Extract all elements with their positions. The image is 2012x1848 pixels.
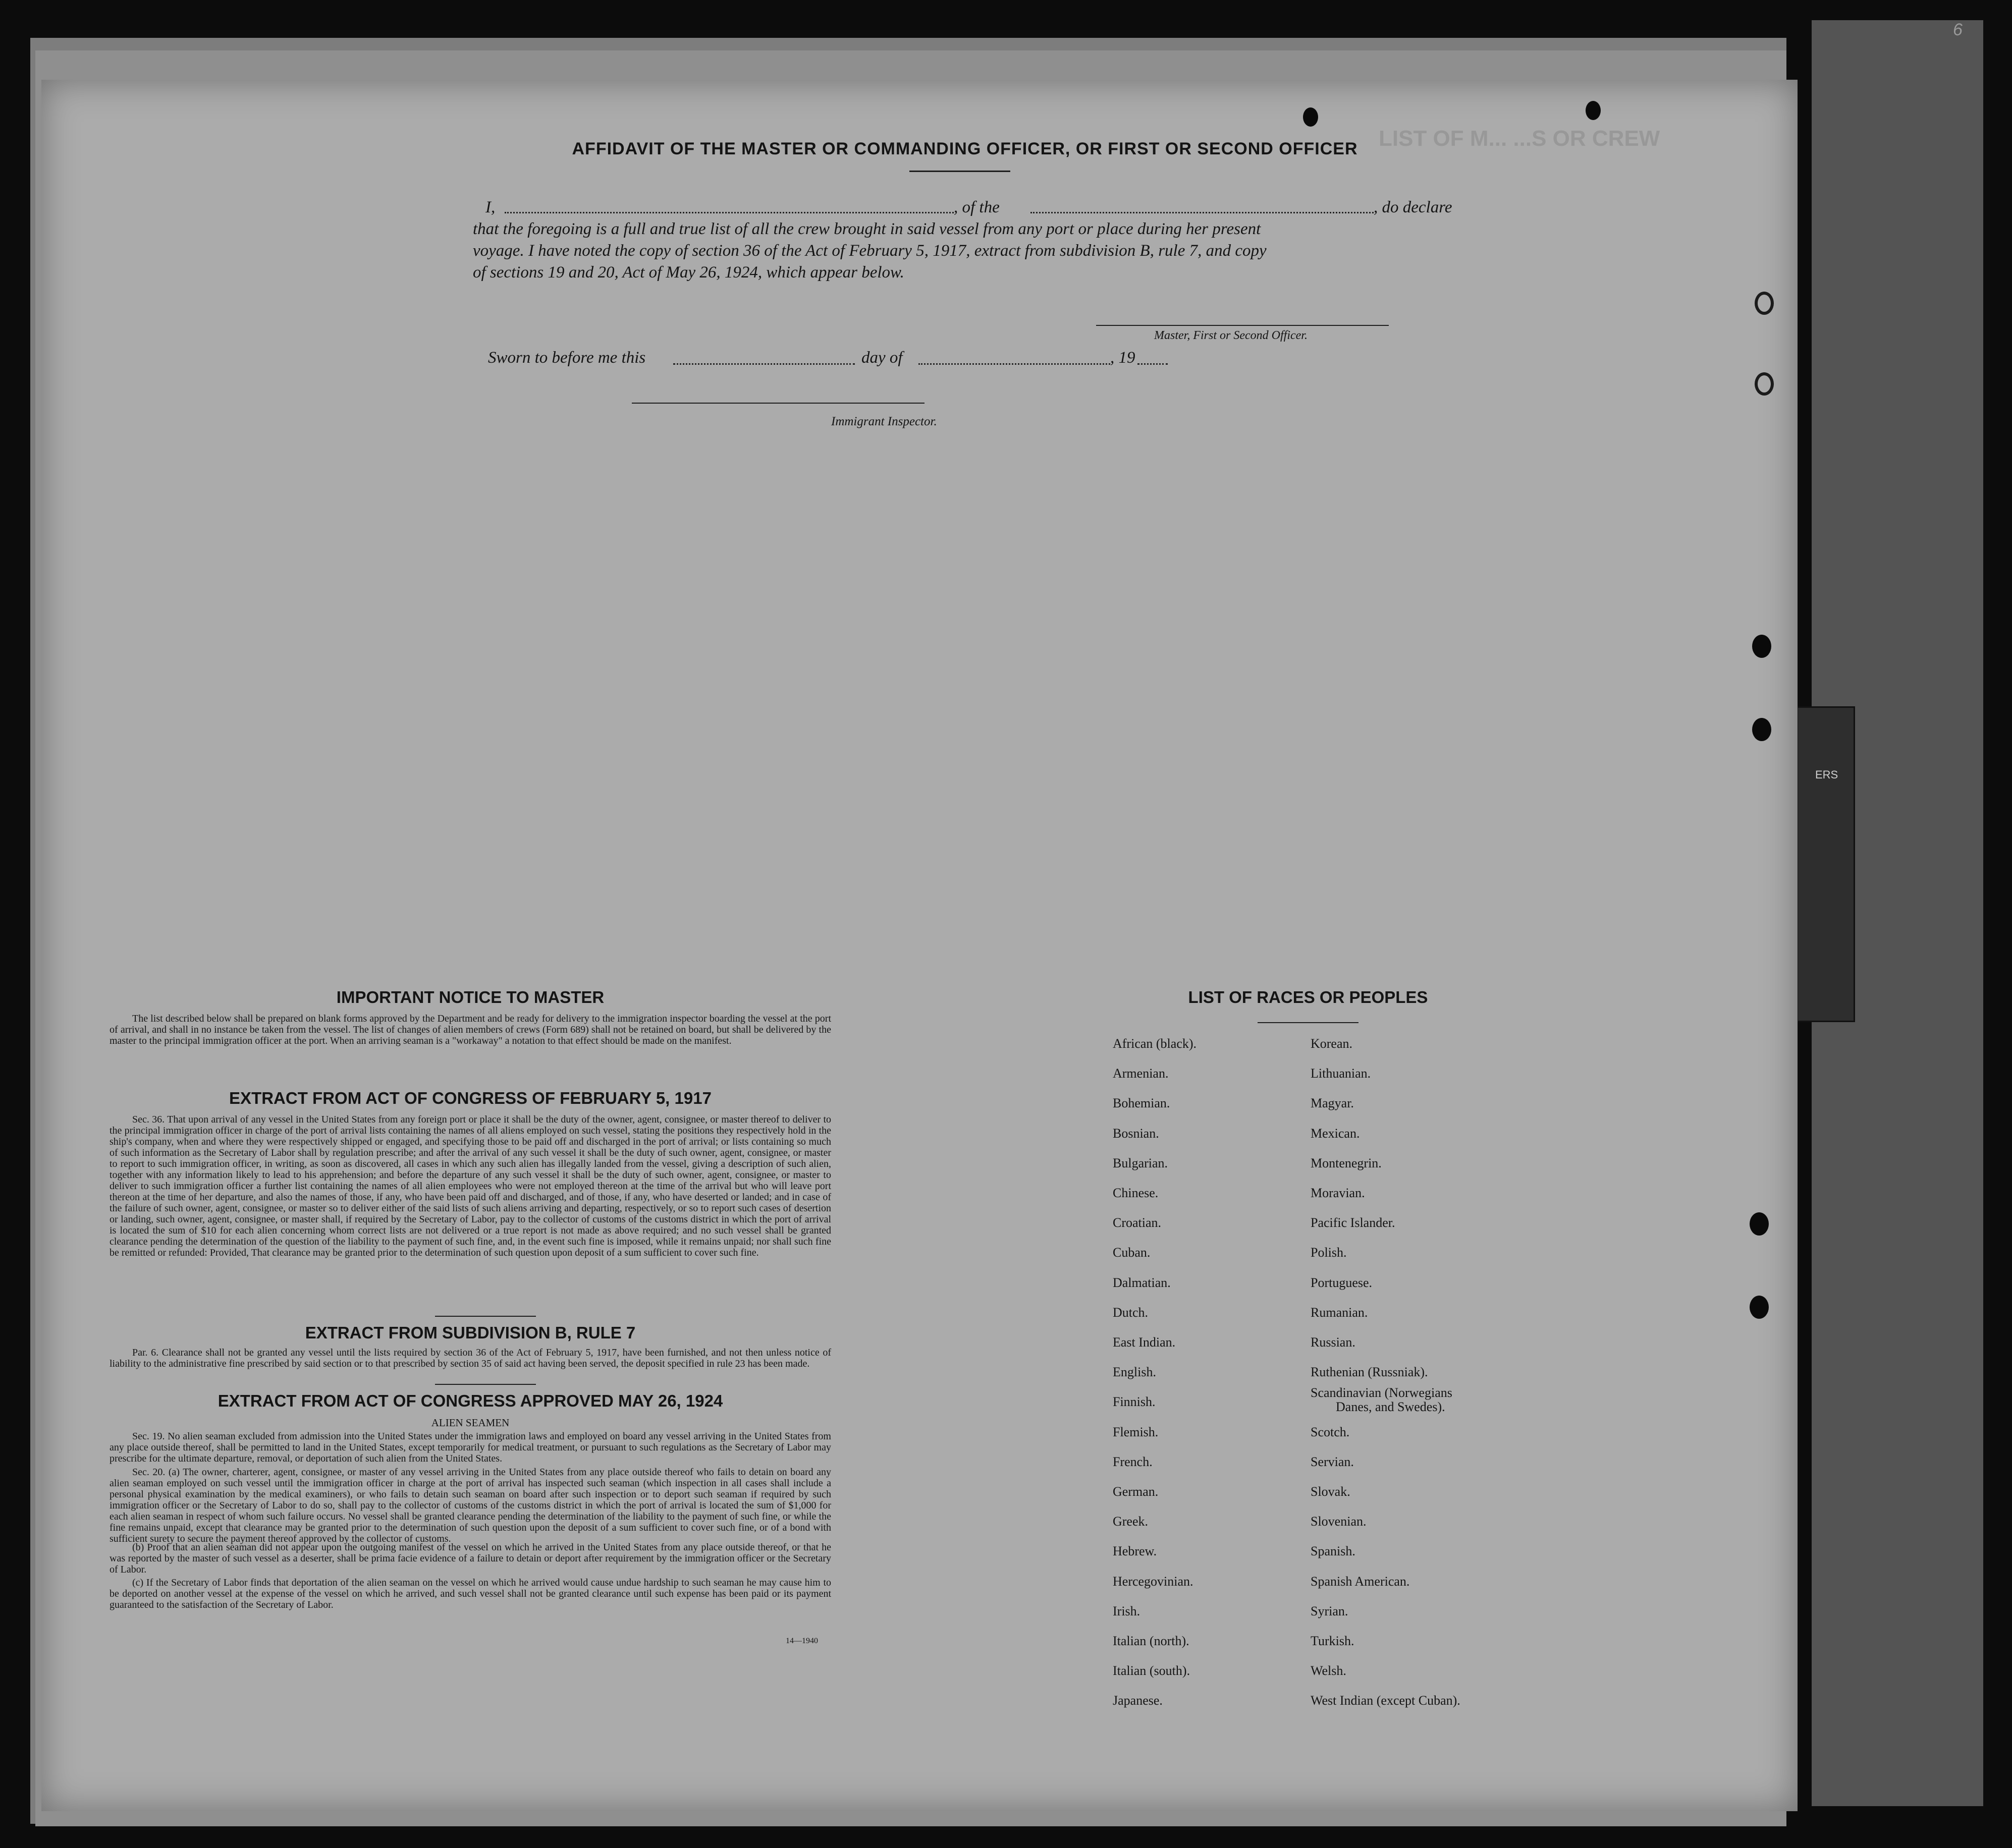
inspector-caption: Immigrant Inspector. <box>831 415 937 428</box>
race-item: Spanish. <box>1311 1544 1355 1559</box>
race-item: Spanish American. <box>1311 1574 1410 1589</box>
race-item: Korean. <box>1311 1036 1353 1051</box>
divider <box>1258 1022 1358 1023</box>
master-caption: Master, First or Second Officer. <box>1154 329 1308 342</box>
punch-hole <box>1303 107 1318 127</box>
divider <box>435 1316 536 1317</box>
race-item: Dutch. <box>1113 1305 1149 1320</box>
race-item: Greek. <box>1113 1514 1149 1529</box>
race-item: Slovenian. <box>1311 1514 1367 1529</box>
vessel-name-blank[interactable] <box>1030 212 1374 213</box>
inspector-signature-line[interactable] <box>632 403 925 404</box>
race-item: French. <box>1113 1454 1153 1469</box>
race-item: German. <box>1113 1484 1159 1499</box>
page-number: 6 <box>1953 20 1963 39</box>
notice-text: The list described below shall be prepared on blank forms approved by the Department and be ready for delivery to the immigration inspector boarding the vessel at the port of arrival, and shall in no instance be taken from the vessel. The list of changes of alien members of crews (Form 689) shall not be retained on board, but shall be delivered by the master to the principal immigration officer at the port. When an arriving seaman is a "workaway" a notation to that effect should be made on the manifest. <box>110 1013 831 1046</box>
affidavit-of-the: , of the <box>954 198 1000 216</box>
race-item: West Indian (except Cuban). <box>1311 1693 1460 1708</box>
race-item: Bosnian. <box>1113 1126 1159 1141</box>
race-item: Hercegovinian. <box>1113 1574 1193 1589</box>
sworn-year-blank[interactable] <box>1137 363 1168 365</box>
sworn-month-blank[interactable] <box>918 363 1110 365</box>
race-item: Servian. <box>1311 1454 1354 1469</box>
race-item: Russian. <box>1311 1335 1355 1350</box>
alien-seamen-heading: ALIEN SEAMEN <box>431 1417 510 1429</box>
master-name-blank[interactable] <box>505 212 954 213</box>
race-item: Dalmatian. <box>1113 1275 1171 1290</box>
race-item: English. <box>1113 1365 1156 1380</box>
race-item: Bohemian. <box>1113 1096 1170 1111</box>
affidavit-title: AFFIDAVIT OF THE MASTER OR COMMANDING OFFICER, OR FIRST OR SECOND OFFICER <box>572 139 1358 158</box>
sec20b-text: (b) Proof that an alien seaman did not appear upon the outgoing manifest of the vessel on which he arrived in the United States from any place outside thereof, or that he was reported by the master of such vessel as a deserter, shall be prima facie evidence of a failure to detain or deport after requirement by the immigration officer or the Secretary of Labor. <box>110 1542 831 1575</box>
affidavit-line-2: that the foregoing is a full and true list of all the crew brought in said vessel from any port or place during her present <box>473 220 1261 238</box>
race-item: Pacific Islander. <box>1311 1215 1395 1230</box>
race-item: Syrian. <box>1311 1603 1348 1618</box>
sworn-day-blank[interactable] <box>673 363 855 365</box>
race-item: Italian (north). <box>1113 1634 1189 1648</box>
race-item: Turkish. <box>1311 1634 1354 1648</box>
race-item: Armenian. <box>1113 1066 1169 1081</box>
race-item: Bulgarian. <box>1113 1155 1168 1170</box>
race-item: Ruthenian (Russniak). <box>1311 1365 1428 1380</box>
sworn-year-prefix: , 19 <box>1110 349 1135 367</box>
divider <box>909 171 1010 172</box>
race-item: Magyar. <box>1311 1096 1354 1111</box>
affidavit-line-3: voyage. I have noted the copy of section 36 of the Act of February 5, 1917, extract from subdivision B, rule 7, and copy <box>473 242 1267 260</box>
print-code: 14—1940 <box>786 1637 818 1645</box>
race-item: Montenegrin. <box>1311 1155 1382 1170</box>
affidavit-i: I, <box>485 198 496 216</box>
race-item: Moravian. <box>1311 1186 1365 1200</box>
race-item: East Indian. <box>1113 1335 1176 1350</box>
punch-hole <box>1586 101 1601 120</box>
affidavit-line-4: of sections 19 and 20, Act of May 26, 1924, which appear below. <box>473 263 904 282</box>
divider <box>435 1384 536 1385</box>
bleed-through-text: LIST OF M... ...S OR CREW <box>1379 126 1660 151</box>
race-item: Polish. <box>1311 1245 1347 1260</box>
race-item: Slovak. <box>1311 1484 1350 1499</box>
side-tab-label: ERS <box>1815 768 1838 781</box>
race-item: Welsh. <box>1311 1663 1346 1678</box>
race-item: African (black). <box>1113 1036 1197 1051</box>
punch-hole <box>1752 635 1771 658</box>
sworn-text: Sworn to before me this <box>488 349 646 367</box>
race-item: Danes, and Swedes). <box>1336 1399 1445 1415</box>
punch-hole <box>1755 292 1774 315</box>
sec20c-text: (c) If the Secretary of Labor finds that deportation of the alien seaman on the vessel on which he arrived would cause undue hardship to such seaman he may cause him to be deported on another vessel at the expense of the vessel on which he arrived, and such vessel shall not be granted clearance until such expense has been paid or its payment guaranteed to the satisfaction of the Secretary of Labor. <box>110 1577 831 1610</box>
notice-title: IMPORTANT NOTICE TO MASTER <box>336 988 605 1006</box>
sec20a-text: Sec. 20. (a) The owner, charterer, agent, consignee, or master of any vessel arriving in the United States from any place outside thereof who fails to detain on board any alien seaman employed on such vessel until the immigration officer in charge at the port of arrival has inspected such seaman (which inspection in all cases shall include a personal physical examination by the medical examiners), or who fails to detain such seaman on board after such inspection or to deport such seaman if required by such immigration officer or the Secretary of Labor to do so, shall pay to the collector of customs of the customs district in which the port of arrival is located the sum of $1,000 for each alien seaman in respect of whom such failure occurs. No vessel shall be granted clearance pending the determination of the liability to the payment of such fine, or while the fine remains unpaid, except that clearance may be granted prior to the determination of such question upon the deposit of a sum sufficient to cover such fine, or of a bond with sufficient surety to secure the payment thereof approved by the collector of customs. <box>110 1467 831 1544</box>
punch-hole <box>1750 1212 1769 1236</box>
extract-1917-text: Sec. 36. That upon arrival of any vessel in the United States from any foreign port or place it shall be the duty of the owner, agent, consignee, or master thereof to deliver to the principal immigration officer in charge of the port of arrival lists containing the names of all aliens employed on such vessel, stating the positions they respectively hold in the ship's company, when and where they were respectively shipped or engaged, and specifying those to be paid off and discharged in the port of arrival; or lists containing so much of such information as the Secretary of Labor shall by regulation prescribe; and after the arrival of any such vessel it shall be the duty of such owner, agent, consignee, or master to report to such immigration officer, in writing, as soon as discovered, all cases in which any such alien has illegally landed from the vessel, giving a description of such alien, together with any information likely to lead to his apprehension; and before the departure of any such vessel it shall be the duty of such owner, agent, consignee, or master to deliver to such immigration officer a further list containing the names of all alien employees who were not employed thereon at the time of the arrival but who will leave port thereon at the time of her departure, and also the names of those, if any, who have been paid off and discharged, and of those, if any, who have deserted or landed; and in case of the failure of such owner, agent, consignee, or master so to deliver either of the said lists of such aliens arriving and departing, respectively, or so to report such cases of desertion or landing, such owner, agent, consignee, or master shall, if required by the Secretary of Labor, pay to the collector of customs of the customs district in which the port of arrival is located the sum of $10 for each alien concerning whom correct lists are not delivered or a true report is not made as above required; and no such vessel shall be granted clearance pending the determination of the question of the liability to the payment of such fine, and, in the event such fine is imposed, while it remains unpaid; nor shall such fine be remitted or refunded: Provided, That clearance may be granted prior to the determination of such question upon deposit of a sum sufficient to cover such fine. <box>110 1114 831 1258</box>
punch-hole <box>1752 718 1771 741</box>
sworn-day-of: day of <box>861 349 903 367</box>
race-item: Lithuanian. <box>1311 1066 1371 1081</box>
race-item: Italian (south). <box>1113 1663 1190 1678</box>
extract-1917-title: EXTRACT FROM ACT OF CONGRESS OF FEBRUARY 5, 1917 <box>229 1089 712 1107</box>
race-item: Irish. <box>1113 1603 1140 1618</box>
races-title: LIST OF RACES OR PEOPLES <box>1188 988 1428 1006</box>
race-item: Croatian. <box>1113 1215 1162 1230</box>
punch-hole <box>1755 372 1774 396</box>
document-page <box>41 80 1798 1811</box>
race-item: Cuban. <box>1113 1245 1151 1260</box>
race-item: Mexican. <box>1311 1126 1360 1141</box>
race-item: Flemish. <box>1113 1424 1159 1439</box>
race-item: Scotch. <box>1311 1424 1350 1439</box>
race-item: Finnish. <box>1113 1394 1156 1410</box>
side-tab <box>1797 706 1855 1022</box>
race-item: Rumanian. <box>1311 1305 1368 1320</box>
sec19-text: Sec. 19. No alien seaman excluded from admission into the United States under the immigration laws and employed on board any vessel arriving in the United States from any place outside thereof, shall be permitted to land in the United States, except temporarily for medical treatment, or pursuant to such regulations as the Secretary of Labor may prescribe for the ultimate departure, removal, or deportation of such alien from the United States. <box>110 1431 831 1464</box>
race-item: Hebrew. <box>1113 1544 1157 1559</box>
master-signature-line[interactable] <box>1096 325 1389 326</box>
extract-1924-title: EXTRACT FROM ACT OF CONGRESS APPROVED MAY 26, 1924 <box>217 1391 723 1410</box>
race-item: Chinese. <box>1113 1186 1159 1200</box>
race-item: Japanese. <box>1113 1693 1163 1708</box>
race-item: Scandinavian (Norwegians <box>1311 1385 1452 1401</box>
extract-rule7-title: EXTRACT FROM SUBDIVISION B, RULE 7 <box>305 1323 636 1342</box>
affidavit-do-declare: , do declare <box>1374 198 1452 216</box>
punch-hole <box>1750 1296 1769 1319</box>
race-item: Portuguese. <box>1311 1275 1373 1290</box>
extract-rule7-text: Par. 6. Clearance shall not be granted any vessel until the lists required by section 36 of the Act of February 5, 1917, have been furnished, and not then unless notice of liability to the administrative fine prescribed by said section or to that prescribed by section 35 of said act having been served, the deposit specified in rule 23 has been made. <box>110 1347 831 1369</box>
